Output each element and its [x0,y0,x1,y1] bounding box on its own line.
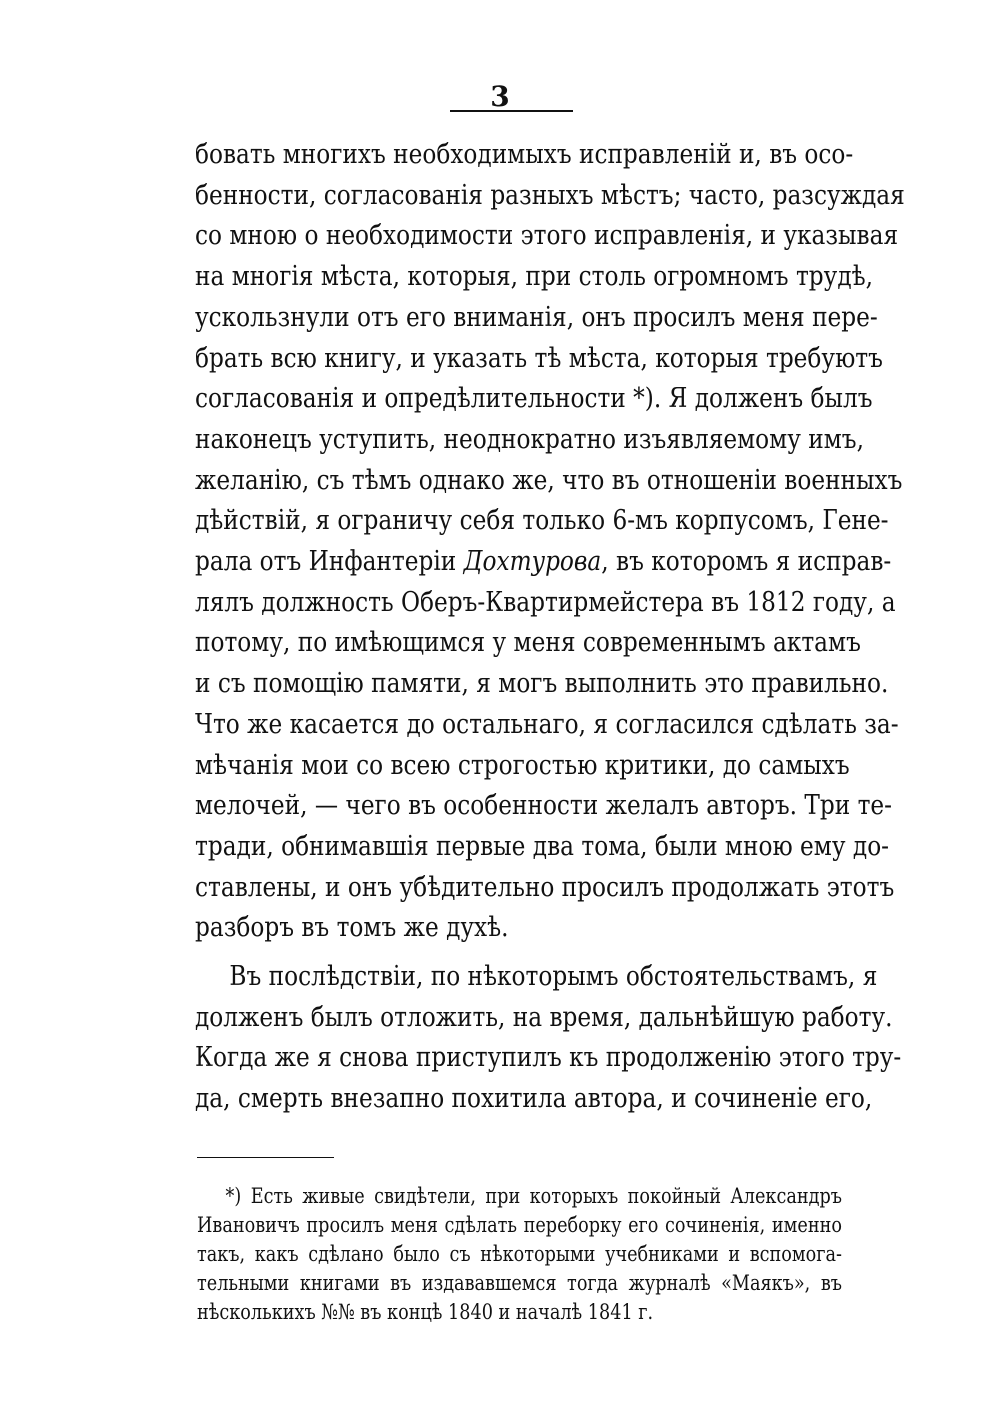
footnote-rule [197,1157,334,1158]
text-line: Что же касается до остальнаго, я согласился сдѣлать за- [195,708,899,740]
text-line: желанію, съ тѣмъ однако же, что въ отношеніи военныхъ [195,464,903,496]
text-line-paragraph-start: Въ послѣдствіи, по нѣкоторымъ обстоятельствамъ, я [229,961,878,993]
footnote-line: *) Есть живые свидѣтели, при которыхъ покойный Александръ [225,1184,842,1208]
text-line: ускользнули отъ его вниманія, онъ просилъ меня пере- [195,301,878,333]
text-line: мѣчанія мои со всею строгостью критики, до самыхъ [195,749,850,781]
text-line: и съ помощію памяти, я могъ выполнить это правильно. [195,668,889,700]
footnote [197,1182,842,1327]
text-line: согласованія и опредѣлительности *). Я долженъ былъ [195,383,873,415]
text-line: брать всю книгу, и указать тѣ мѣста, которыя требуютъ [195,342,883,374]
footnote-line: тельными книгами въ издававшемся тогда журналѣ «Маякъ», въ [197,1271,842,1295]
text-line: со мною о необходимости этого исправленія, и указывая [195,220,899,252]
text-line: бенности, согласованія разныхъ мѣстъ; часто, разсуждая [195,179,905,211]
header-rule [450,110,573,112]
text-line: долженъ былъ отложить, на время, дальнѣйшую работу. [195,1001,893,1033]
text-line: Когда же я снова приступилъ къ продолженію этого тру- [195,1042,902,1074]
text-line: наконецъ уступить, неоднократно изъявляемому имъ, [195,423,864,455]
text-segment: , въ которомъ я исправ- [601,546,892,578]
footnote-line: такъ, какъ сдѣлано было съ нѣкоторыми учебниками и вспомога- [197,1242,842,1266]
text-line-with-name [195,542,892,583]
page-number: 3 [490,80,510,113]
italic-surname: Дохтурова [463,546,602,578]
text-line: бовать многихъ необходимыхъ исправленій и, въ осо- [195,139,854,170]
text-line: мелочей, — чего въ особенности желалъ авторъ. Три те- [195,790,893,822]
text-line: лялъ должность Оберъ-Квартирмейстера въ 1812 году, а [195,586,896,618]
text-line: да, смерть внезапно похитила автора, и сочиненіе его, [195,1083,873,1115]
footnote-line-end: нѣсколькихъ №№ въ концѣ 1840 и началѣ 1841 г. [197,1300,654,1324]
text-line: потому, по имѣющимся у меня современнымъ актамъ [195,627,861,659]
text-segment: рала отъ Инфантеріи [195,546,464,578]
main-text [195,135,905,1120]
footnote-line: Ивановичъ просилъ меня сдѣлать переборку его сочиненія, именно [197,1213,842,1237]
text-line: на многія мѣста, которыя, при столь огромномъ трудѣ, [195,261,874,293]
text-line: дѣйствій, я ограничу себя только 6-мъ корпусомъ, Гене- [195,505,889,537]
text-line-paragraph-end: разборъ въ томъ же духѣ. [195,912,509,944]
paragraph-gap [195,949,840,957]
text-line: ставлены, и онъ убѣдительно просилъ продолжать этотъ [195,871,895,903]
text-line: тради, обнимавшія первые два тома, были мною ему до- [195,830,890,862]
